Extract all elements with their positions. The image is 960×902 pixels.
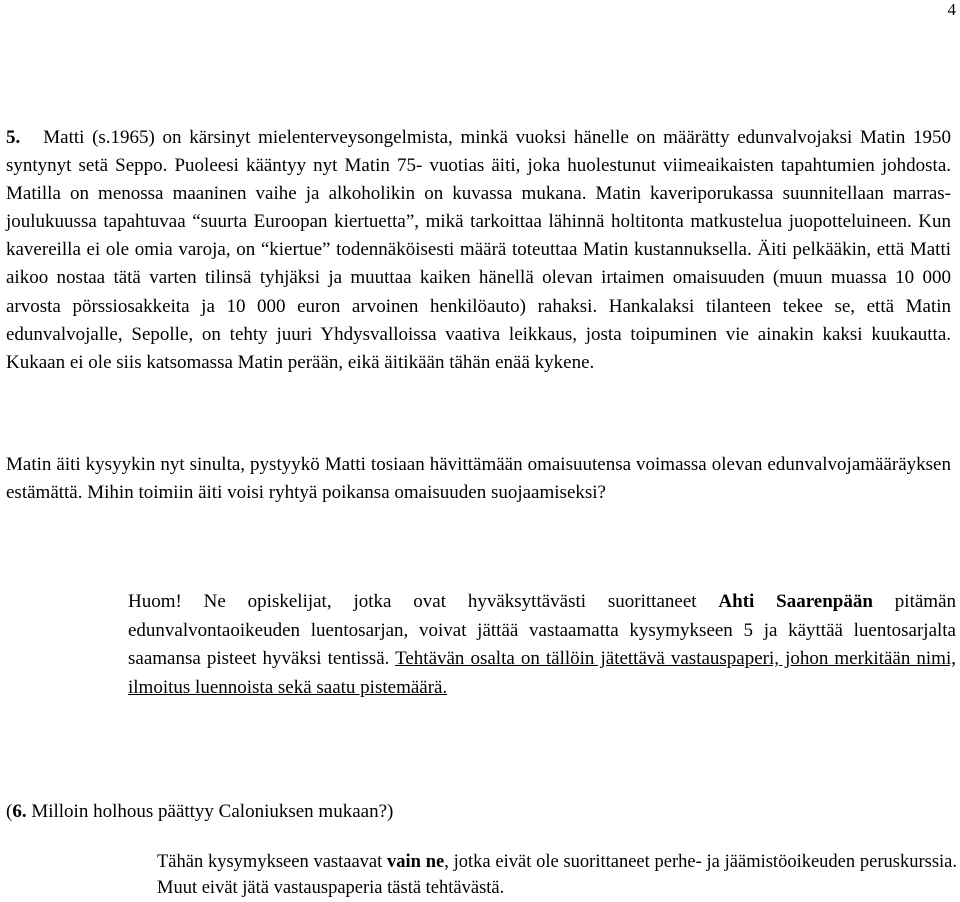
note-lecturer-name: Ahti Saarenpään	[718, 591, 873, 612]
question-6-text: Milloin holhous päättyy Caloniuksen mukaan?)	[26, 801, 394, 822]
note-middle: pitämän edunvalvontaoikeuden luentosarjan, voivat jättää vastaamatta kysymykseen 5 ja käyttää luentosarjalta saamansa pisteet hyväksi tentissä.	[128, 591, 957, 669]
question-6	[6, 798, 951, 826]
question-5-body	[6, 124, 951, 377]
lecture-note	[128, 588, 956, 702]
question-5-ask: Matin äiti kysyykin nyt sinulta, pystyykö Matti tosiaan hävittämään omaisuutensa voimassa olevan edunvalvojamääräyksen estämättä. Mihin toimiin äiti voisi ryhtyä poikansa omaisuuden suojaamiseksi?	[6, 454, 951, 503]
question-5-number: 5.	[6, 127, 21, 148]
q6-note-lead: Tähän kysymykseen vastaavat	[157, 852, 388, 872]
note-lead: Huom! Ne opiskelijat, jotka ovat hyväksyttävästi suorittaneet	[128, 591, 719, 612]
q6-note-bold: vain ne	[387, 852, 445, 872]
q6-note-rest: , jotka eivät ole suorittaneet perhe- ja jäämistöoikeuden peruskurssia. Muut eivät jätä vastauspaperia tästä tehtävästä.	[157, 852, 958, 898]
note-underlined: Tehtävän osalta on tällöin jätettävä vastauspaperi, johon merkitään nimi, ilmoitus luennoista sekä saatu pistemäärä.	[128, 648, 956, 698]
question-6-note	[157, 849, 957, 901]
question-5-text: Matti (s.1965) on kärsinyt mielenterveysongelmista, minkä vuoksi hänelle on määrätty edunvalvojaksi Matin 1950 syntynyt setä Seppo. Puoleesi kääntyy nyt Matin 75- vuotias äiti, joka huolestunut viimeaikaisten tapahtumien johdosta. Matilla on menossa maaninen vaihe ja alkoholikin on kuvassa mukana. Matin kaveriporukassa suunnitellaan marras-joulukuussa tapahtuvaa “suurta Euroopan kiertuetta”, mikä tarkoittaa lähinnä holtitonta matkustelua juopotteluineen. Kun kavereilla ei ole omia varoja, on “kiertue” todennäköisesti määrä toteuttaa Matin kustannuksella. Äiti pelkääkin, että Matti aikoo nostaa tätä varten tilinsä tyhjäksi ja muuttaa kaiken hänellä olevan irtaimen omaisuuden (muun muassa 10 000 arvosta pörssiosakkeita ja 10 000 euron arvoinen henkilöauto) rahaksi. Hankalaksi tilanteen tekee se, että Matin edunvalvojalle, Sepolle, on tehty juuri Yhdysvalloissa vaativa leikkaus, josta toipuminen vie ainakin kaksi kuukautta. Kukaan ei ole siis katsomassa Matin perään, eikä äitikään tähän enää kykene.	[6, 127, 951, 373]
question-6-number: 6.	[12, 801, 27, 822]
question-6-open: (	[6, 801, 13, 822]
page-number: 4	[947, 0, 956, 19]
